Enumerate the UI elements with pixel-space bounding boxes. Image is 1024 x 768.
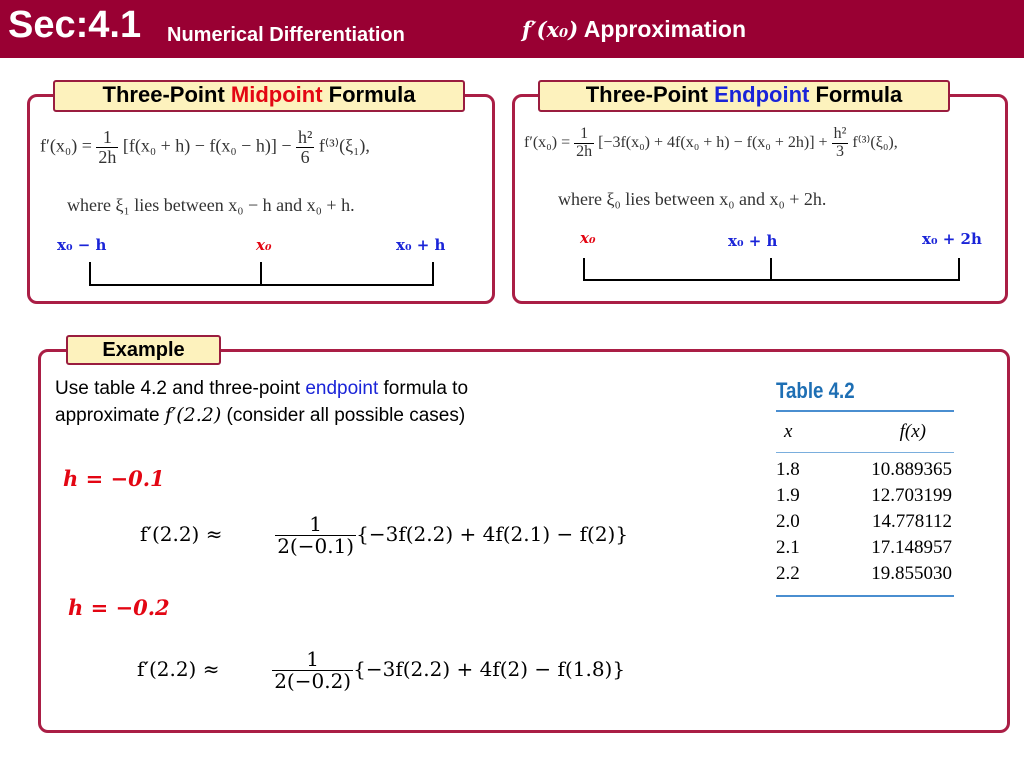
example-prompt-line1	[55, 376, 468, 402]
table-row	[776, 483, 954, 509]
midpoint-label	[53, 80, 465, 112]
table-header-x: x	[784, 421, 793, 442]
midpoint-frac1-den: 2h	[98, 146, 117, 167]
approximation-heading	[522, 16, 746, 43]
cell-x: 2.0	[776, 511, 800, 532]
midpoint-formula-tail: f⁽³⁾(ξ₁),	[318, 135, 370, 156]
midpoint-frac2-num: h²	[297, 127, 313, 147]
prompt-text-d: approximate	[55, 405, 165, 426]
midpoint-point-right: x₀ + h	[396, 236, 446, 254]
data-table	[776, 378, 954, 597]
case2-h-value: h = −0.2	[68, 595, 170, 620]
endpoint-formula-lhs: f′(x₀) =	[524, 133, 571, 151]
midpoint-point-left: x₀ − h	[57, 236, 107, 254]
cell-x: 1.8	[776, 459, 800, 480]
table-row	[776, 509, 954, 535]
prompt-math: f′(2.2)	[164, 404, 222, 426]
section-title: Sec:4.1	[8, 4, 142, 46]
endpoint-frac2-den: 3	[835, 142, 844, 160]
midpoint-formula-lhs: f′(x₀) =	[40, 135, 92, 156]
endpoint-frac1	[574, 126, 594, 161]
case2-den: 2(−0.2)	[274, 669, 352, 693]
endpoint-label-keyword: Endpoint	[714, 82, 810, 107]
approximation-text: Approximation	[583, 16, 746, 42]
table-bottom-rule	[776, 595, 954, 597]
table-row	[776, 535, 954, 561]
section-subtitle: Numerical Differentiation	[167, 24, 405, 46]
cell-x: 2.2	[776, 563, 800, 584]
midpoint-formula-mid: [f(x₀ + h) − f(x₀ − h)] −	[122, 135, 292, 156]
table-title: Table 4.2	[776, 378, 855, 403]
midpoint-frac1-num: 1	[96, 128, 118, 148]
endpoint-frac2-num: h²	[833, 125, 847, 142]
table-mid-rule	[776, 452, 954, 453]
endpoint-tick-left	[583, 258, 585, 281]
midpoint-frac2	[296, 128, 314, 167]
endpoint-formula-mid: [−3f(x₀) + 4f(x₀ + h) − f(x₀ + 2h)] +	[598, 133, 828, 151]
endpoint-point-left: x₀	[580, 229, 596, 247]
table-body	[776, 457, 954, 587]
case2-rhs: {−3f(2.2) + 4f(2) − f(1.8)}	[353, 657, 626, 681]
endpoint-formula	[524, 126, 898, 161]
case1-lhs: f′(2.2) ≈	[140, 522, 223, 546]
endpoint-frac1-den: 2h	[576, 142, 593, 160]
midpoint-tick-mid	[260, 262, 262, 286]
midpoint-point-mid: x₀	[256, 236, 272, 254]
endpoint-tick-right	[958, 258, 960, 281]
endpoint-formula-tail: f⁽³⁾(ξ₀),	[852, 133, 898, 151]
midpoint-label-part1: Three-Point	[102, 82, 231, 107]
case2-fraction	[272, 649, 353, 692]
case1-fraction	[275, 514, 356, 557]
endpoint-label	[538, 80, 950, 112]
table-row	[776, 457, 954, 483]
midpoint-tick-right	[432, 262, 434, 286]
case2-lhs: f′(2.2) ≈	[137, 657, 220, 681]
midpoint-label-part3: Formula	[322, 82, 416, 107]
midpoint-tick-left	[89, 262, 91, 286]
endpoint-label-part1: Three-Point	[585, 82, 715, 107]
prompt-keyword: endpoint	[305, 378, 379, 399]
table-row	[776, 561, 954, 587]
prompt-text-c: formula to	[378, 378, 469, 399]
cell-f: 19.855030	[871, 563, 952, 584]
endpoint-point-mid: x₀ + h	[728, 232, 778, 250]
table-grid	[776, 412, 954, 452]
midpoint-formula	[40, 128, 370, 167]
cell-x: 2.1	[776, 537, 800, 558]
approximation-math: f′(x₀)	[522, 17, 579, 42]
case2-num: 1	[272, 649, 353, 671]
cell-f: 17.148957	[871, 537, 952, 558]
title-bar	[0, 0, 1024, 58]
prompt-text-e: (consider all possible cases)	[221, 405, 466, 426]
cell-x: 1.9	[776, 485, 800, 506]
example-prompt-line2	[55, 402, 468, 429]
case2-approximation	[137, 649, 625, 692]
endpoint-frac1-num: 1	[574, 126, 594, 144]
case1-h-value: h = −0.1	[63, 466, 165, 491]
table-header-row	[776, 412, 954, 452]
prompt-text-a: Use table 4.2 and three-point	[55, 378, 306, 399]
midpoint-where: where ξ₁ lies between x₀ − h and x₀ + h.	[67, 195, 355, 215]
cell-f: 12.703199	[871, 485, 952, 506]
endpoint-where: where ξ₀ lies between x₀ and x₀ + 2h.	[558, 189, 827, 209]
midpoint-frac1	[96, 128, 118, 167]
midpoint-label-keyword: Midpoint	[230, 82, 323, 107]
cell-f: 14.778112	[871, 511, 952, 532]
example-prompt	[55, 376, 468, 429]
cell-f: 10.889365	[871, 459, 952, 480]
endpoint-frac2	[832, 126, 849, 161]
endpoint-tick-mid	[770, 258, 772, 281]
midpoint-frac2-den: 6	[300, 146, 310, 167]
example-label: Example	[66, 335, 221, 365]
case1-rhs: {−3f(2.2) + 4f(2.1) − f(2)}	[356, 522, 629, 546]
case1-num: 1	[275, 514, 356, 536]
case1-approximation	[140, 514, 628, 557]
endpoint-point-right: x₀ + 2h	[922, 230, 982, 248]
case1-den: 2(−0.1)	[277, 534, 355, 558]
endpoint-label-part3: Formula	[809, 82, 903, 107]
table-header-f: f(x)	[899, 421, 926, 442]
